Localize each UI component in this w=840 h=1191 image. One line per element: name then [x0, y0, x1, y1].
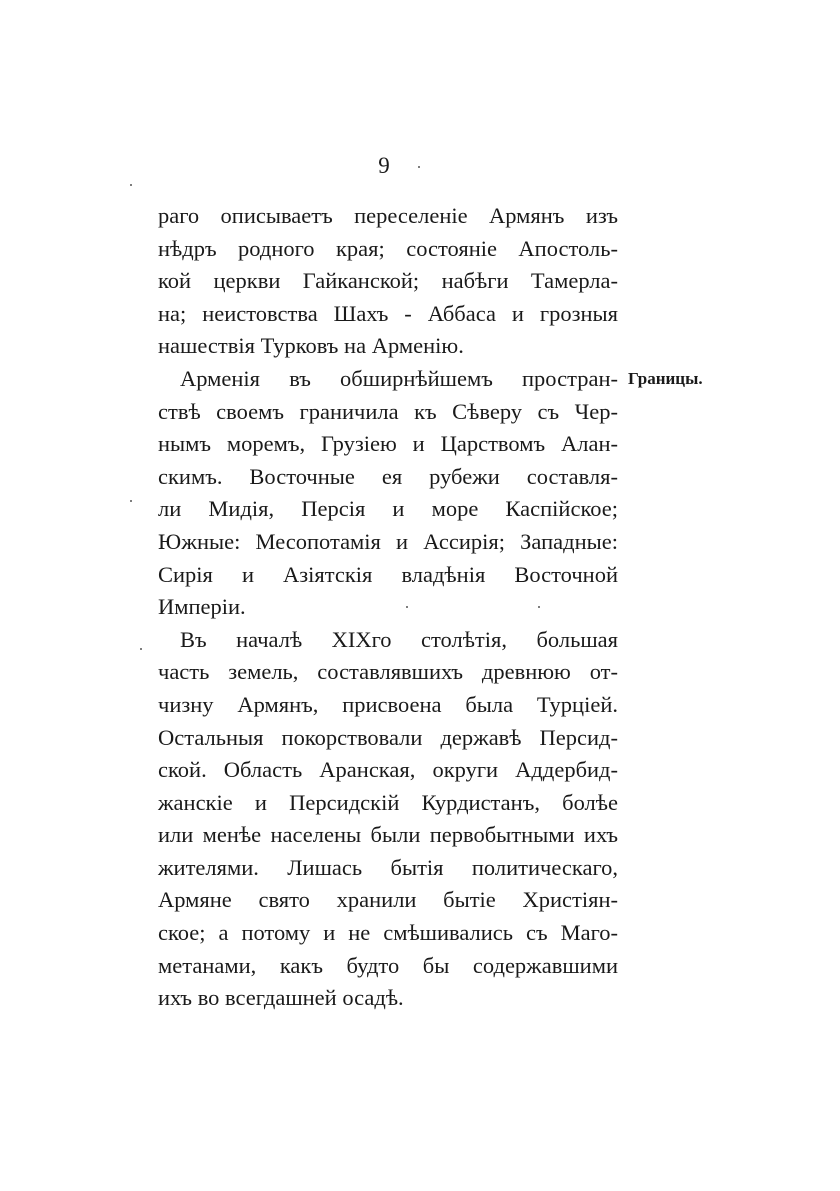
text-line: Армяне свято хранили бытіе Христіян-: [158, 887, 618, 913]
text-line: Въ началѣ XIXго столѣтія, большая: [180, 626, 618, 652]
text-line: Сирія и Азіятскія владѣнія Восточной: [158, 561, 618, 587]
text-line: раго описываетъ переселеніе Армянъ изъ: [158, 203, 618, 228]
text-line: кой церкви Гайканской; набѣги Тамерла-: [158, 268, 618, 294]
print-speck: [418, 166, 420, 168]
text-line: Южные: Месопотамія и Ассирія; Западные:: [158, 528, 618, 554]
text-line: ствѣ своемъ граничила къ Сѣверу съ Чер-: [158, 398, 618, 424]
text-line: ли Мидія, Персія и море Каспійское;: [158, 496, 618, 522]
print-speck: [130, 184, 132, 186]
print-speck: [538, 606, 540, 608]
print-speck: [130, 500, 132, 502]
text-line: ской. Область Аранская, округи Аддербид-: [158, 757, 618, 783]
print-speck: [406, 606, 408, 608]
margin-note: Границы.: [628, 369, 703, 388]
page-number: 9: [378, 153, 390, 178]
print-speck: [140, 648, 142, 650]
text-line: скимъ. Восточные ея рубежи составля-: [158, 463, 618, 489]
text-line: нѣдръ родного края; состояніе Апостоль-: [158, 235, 618, 261]
text-line: ское; а потому и не смѣшивались съ Маго-: [158, 920, 618, 946]
text-line: Остальныя покорствовали державѣ Персид-: [158, 724, 618, 750]
text-line: метанами, какъ будто бы содержавшими: [158, 952, 618, 978]
text-line: часть земель, составлявшихъ древнюю от-: [158, 659, 618, 685]
text-line: нашествія Турковъ на Арменію.: [158, 333, 464, 359]
text-line: ихъ во всегдашней осадѣ.: [158, 985, 404, 1011]
text-line: жанскіе и Персидскій Курдистанъ, болѣе: [158, 789, 618, 815]
text-line: Имперіи.: [158, 594, 246, 620]
text-line: нымъ моремъ, Грузіею и Царствомъ Алан-: [158, 431, 618, 457]
text-line: Арменія въ обширнѣйшемъ простран-: [180, 365, 618, 391]
body-text: [158, 200, 618, 1015]
text-line: на; неистовства Шахъ - Аббаса и грозныя: [158, 300, 618, 326]
text-line: или менѣе населены были первобытными ихъ: [158, 822, 618, 848]
text-line: чизну Армянъ, присвоена была Турціей.: [158, 691, 618, 717]
text-line: жителями. Лишась бытія политическаго,: [158, 854, 618, 880]
